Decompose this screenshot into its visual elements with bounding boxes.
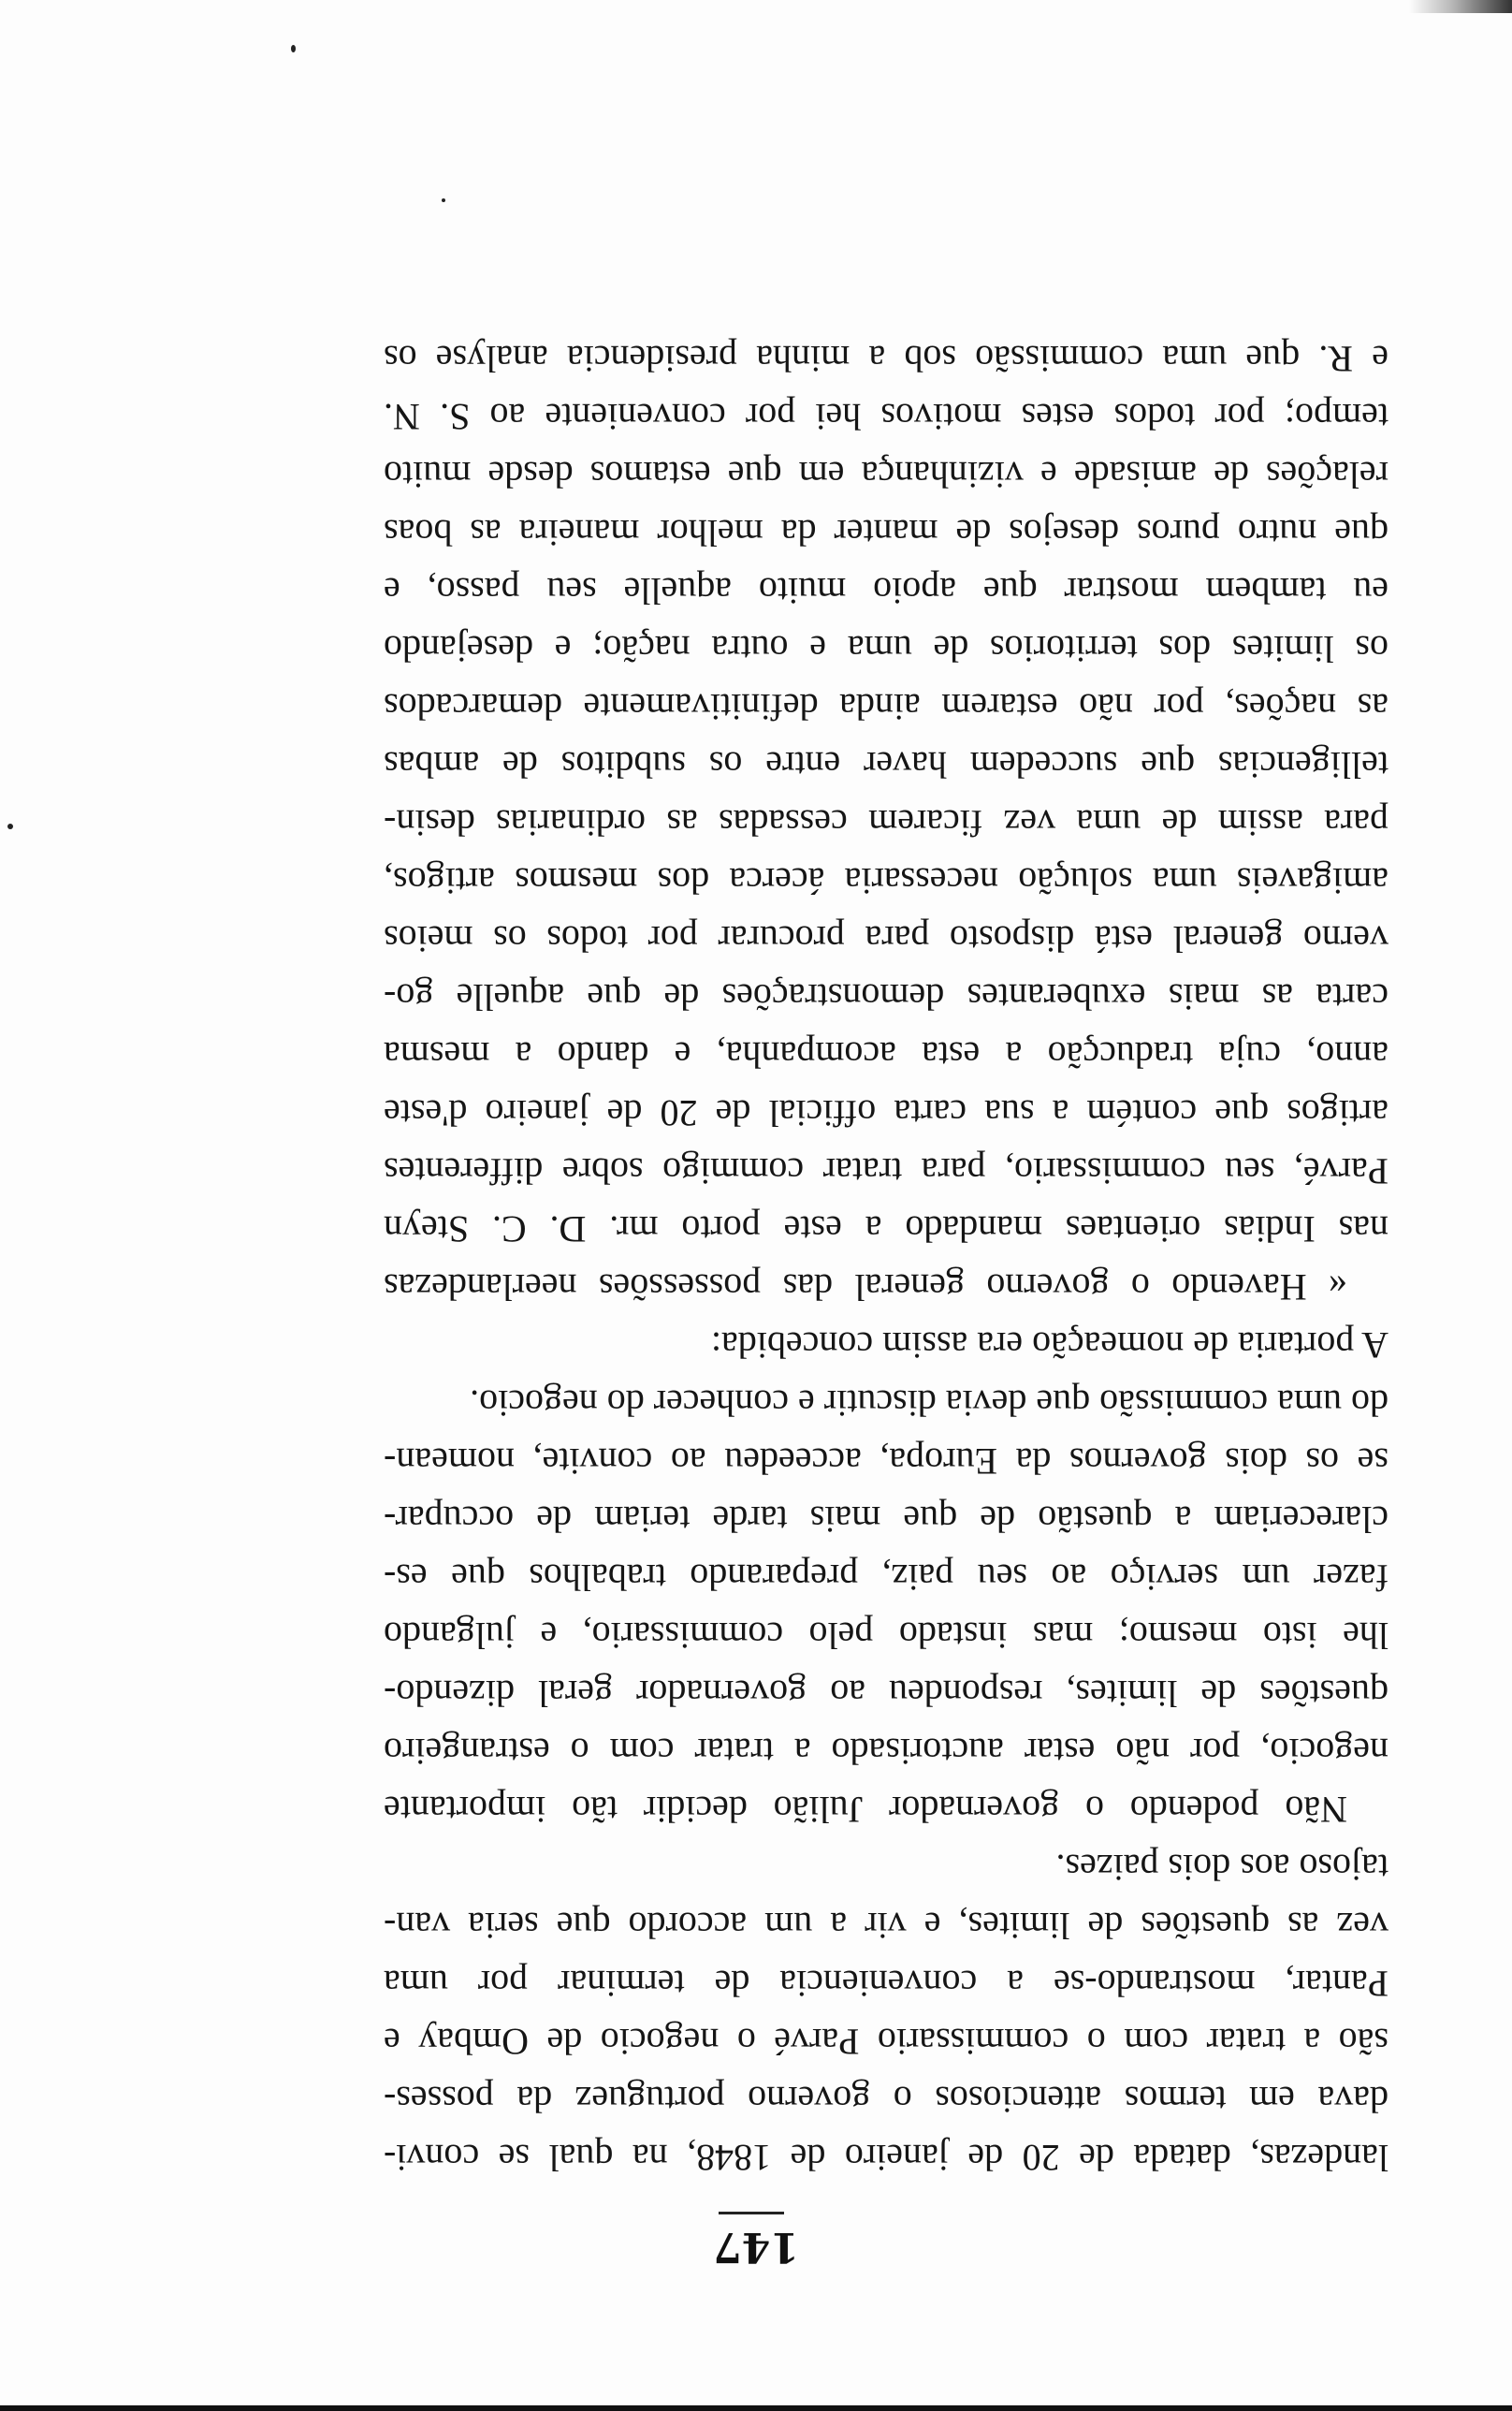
page-number: 147 (713, 2223, 799, 2271)
speck (291, 45, 296, 52)
text-line: carta as mais exuberantes demonstrações de que aquelle go- (384, 976, 1388, 1018)
text-line: nas Indias orientaes mandado a este porto mr. D. C. Steyn (384, 1208, 1388, 1250)
paragraph (384, 329, 1388, 1316)
text-line: eu tambem mostrar que apoio muito aquelle seu passo, e (384, 570, 1388, 612)
text-line: lhe isto mesmo; mas instado pelo commissario, e julgando (384, 1615, 1388, 1657)
page-edge (0, 2405, 1512, 2411)
text-line: as nações, por não estarem ainda definitivamente demarcados (384, 686, 1388, 728)
text-line: tempo; por todos estes motivos hei por conveniente ao S. N. (384, 396, 1388, 438)
text-line: artigos que contém a sua carta official de 20 de janeiro d'este (384, 1092, 1388, 1134)
text-line: anno, cuja traducção a esta acompanha, e dando a mesma (384, 1034, 1388, 1076)
text-body (384, 329, 1388, 2186)
text-line: telligencias que succedem haver entre os subditos de ambas (384, 744, 1388, 786)
text-line: landezas, datada de 20 de janeiro de 1848, na qual se convi- (384, 2137, 1388, 2179)
text-line: Parvé, seu commissario, para tratar commigo sobre differentes (384, 1150, 1388, 1192)
text-line: relações de amisade e vizinhança em que estamos desde muito (384, 454, 1388, 496)
text-line: verno general está disposto para procurar por todos os meios (384, 918, 1388, 960)
text-line: tajoso aos dois paizes. (1055, 1847, 1388, 1889)
paragraph (384, 1838, 1388, 2186)
text-line: « Havendo o governo general das possessões neerlandezas (384, 1266, 1347, 1308)
paragraph (384, 1316, 1388, 1374)
text-line: Pantar, mostrando-se a conveniencia de terminar por uma (384, 1963, 1388, 2005)
text-line: clareceriam a questão de que mais tarde teriam de occupar- (384, 1498, 1388, 1541)
speck (442, 198, 445, 202)
scan-shadow (1409, 0, 1512, 13)
text-line: negocio, por não estar auctorisado a tratar com o estrangeiro (384, 1731, 1388, 1773)
text-line: vez as questões de limites, e vir a um accordo que seria van- (384, 1905, 1388, 1947)
text-line: amigaveis uma solução necessaria ácerca dos mesmos artigos, (384, 860, 1388, 902)
text-line: e R. que uma commissão sob a minha presidencia analyse os (384, 338, 1388, 380)
paragraph (384, 1374, 1388, 1838)
text-line: dava em termos attenciosos o governo portuguez da posses- (384, 2079, 1388, 2121)
text-line: se os dois governos da Europa, acceedeu ao convite, nomean- (384, 1440, 1388, 1483)
text-line: Não podendo o governador Julião decidir tão importante (384, 1789, 1347, 1831)
text-line: fazer um serviço ao seu paiz, preparando trabalhos que es- (384, 1556, 1388, 1599)
text-line: os limites dos territorios de uma e outra nação; e desejando (384, 628, 1388, 670)
speck (7, 824, 13, 829)
text-line: A portaria de nomeação era assim concebida: (710, 1324, 1388, 1366)
text-line: que nutro puros desejos de manter da melhor maneira as boas (384, 512, 1388, 554)
text-line: questões de limites, respondeu ao governador geral dizendo- (384, 1673, 1388, 1715)
text-line: para assim de uma vez ficarem cessadas as ordinarias desin- (384, 802, 1388, 844)
text-line: são a tratar com o commissario Parvé o negocio de Ombay e (384, 2021, 1388, 2063)
text-line: do uma commissão que devia discutir e conhecer do negocio. (470, 1382, 1388, 1425)
page-number-rule (719, 2212, 784, 2214)
